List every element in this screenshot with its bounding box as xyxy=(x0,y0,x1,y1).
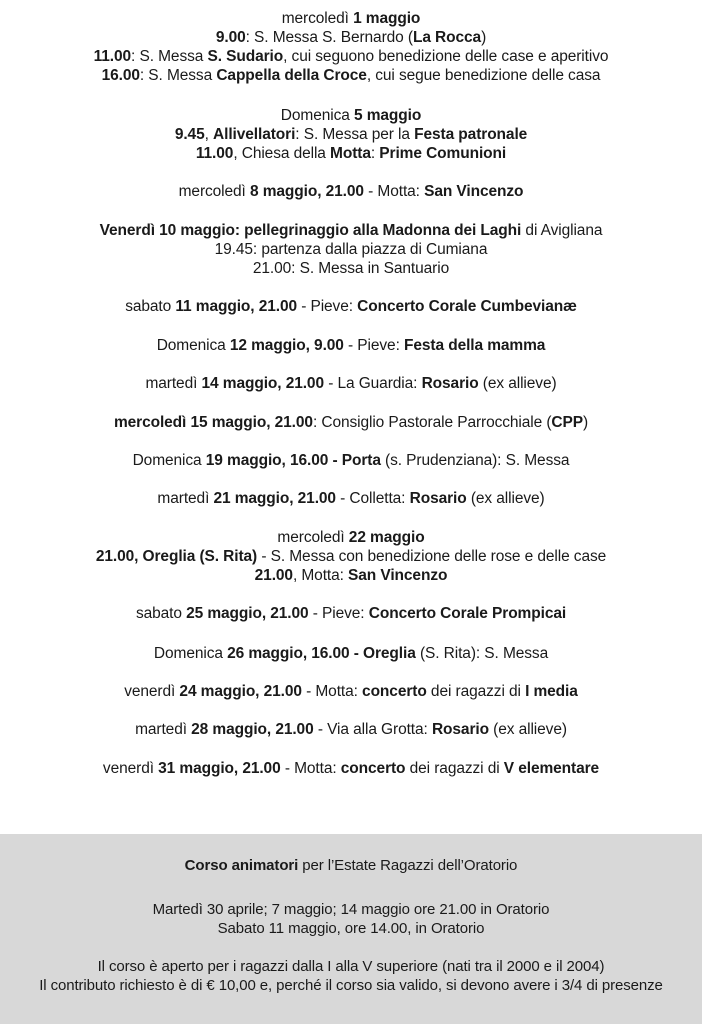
schedule-line xyxy=(0,682,702,701)
text: - Pieve: xyxy=(296,298,358,315)
bold-text: Venerdì 10 maggio: pellegrinaggio alla Madonna dei Laghi xyxy=(99,222,522,239)
course-date-line: Sabato 11 maggio, ore 14.00, in Oratorio xyxy=(217,920,485,937)
schedule-entry xyxy=(0,182,702,201)
bold-text: Motta xyxy=(330,145,371,162)
text: martedì xyxy=(135,721,192,738)
text: - Motta: xyxy=(301,683,363,700)
course-title-rest: per l’Estate Ragazzi dell’Oratorio xyxy=(298,857,518,874)
schedule-line xyxy=(0,66,702,85)
text: Domenica xyxy=(280,107,354,124)
text: venerdì xyxy=(124,683,180,700)
bold-text: 19 maggio, 16.00 - Porta xyxy=(205,452,381,469)
text: - Pieve: xyxy=(308,605,369,622)
text: (s. Prudenziana): S. Messa xyxy=(380,452,570,469)
schedule-line xyxy=(0,720,702,739)
schedule-line xyxy=(0,144,702,163)
schedule-line xyxy=(0,297,702,316)
schedule-line xyxy=(0,413,702,432)
bold-text: 12 maggio, 9.00 xyxy=(229,337,344,354)
text: dei ragazzi di xyxy=(426,683,526,700)
text: mercoledì xyxy=(281,10,354,27)
schedule-line xyxy=(0,9,702,28)
text: - Motta: xyxy=(363,183,425,200)
bold-text: concerto xyxy=(362,683,427,700)
schedule-line xyxy=(0,451,702,470)
bold-text: 1 maggio xyxy=(353,10,421,27)
schedule-entry xyxy=(0,682,702,701)
text: Domenica xyxy=(153,645,228,662)
bold-text: 21.00 xyxy=(254,567,293,584)
text: : S. Messa xyxy=(139,67,217,84)
bold-text: San Vincenzo xyxy=(348,567,448,584)
schedule-entry xyxy=(0,336,702,355)
course-title-bold: Corso animatori xyxy=(184,857,299,874)
course-box xyxy=(0,834,702,1024)
text: ) xyxy=(583,414,589,431)
bold-text: Concerto Corale Cumbevianæ xyxy=(357,298,577,315)
text: mercoledì xyxy=(277,529,349,546)
text: dei ragazzi di xyxy=(405,760,504,777)
bold-text: 24 maggio, 21.00 xyxy=(179,683,302,700)
schedule-line xyxy=(0,125,702,144)
bold-text: concerto xyxy=(340,760,406,777)
schedule-line xyxy=(0,566,702,585)
text: di Avigliana xyxy=(521,222,603,239)
schedule-line xyxy=(0,759,702,778)
text: , xyxy=(204,126,214,143)
schedule-line xyxy=(0,604,702,623)
course-dates xyxy=(0,900,702,938)
text: : S. Messa xyxy=(131,48,208,65)
text: Domenica xyxy=(156,337,230,354)
bold-text: Festa della mamma xyxy=(404,337,546,354)
schedule-line xyxy=(0,47,702,66)
bold-text: I media xyxy=(525,683,578,700)
bold-text: 9.00 xyxy=(215,29,246,46)
bold-text: San Vincenzo xyxy=(424,183,524,200)
schedule-entry xyxy=(0,9,702,85)
course-info-line: Il contributo richiesto è di € 10,00 e, perché il corso sia valido, si devono avere i 3/4 di presenze xyxy=(39,977,663,994)
schedule-line xyxy=(0,374,702,393)
schedule-entry xyxy=(0,106,702,163)
course-info-line: Il corso è aperto per i ragazzi dalla I alla V superiore (nati tra il 2000 e il 2004) xyxy=(97,958,605,975)
schedule-entry xyxy=(0,413,702,432)
text: sabato xyxy=(125,298,176,315)
text: - Motta: xyxy=(280,760,341,777)
bold-text: 11 maggio, 21.00 xyxy=(175,298,297,315)
text: ) xyxy=(481,29,487,46)
schedule-line xyxy=(0,644,702,663)
bold-text: 21.00, Oreglia (S. Rita) xyxy=(95,548,258,565)
bold-text: CPP xyxy=(551,414,583,431)
bold-text: Rosario xyxy=(409,490,467,507)
course-title xyxy=(0,856,702,875)
schedule-entry xyxy=(0,604,702,623)
schedule-entry xyxy=(0,374,702,393)
bold-text: Rosario xyxy=(421,375,479,392)
schedule-line xyxy=(0,528,702,547)
schedule-entry xyxy=(0,720,702,739)
text: : Consiglio Pastorale Parrocchiale ( xyxy=(312,414,552,431)
bold-text: 26 maggio, 16.00 - Oreglia xyxy=(227,645,416,662)
schedule-line xyxy=(0,336,702,355)
text: mercoledì xyxy=(178,183,250,200)
text: - La Guardia: xyxy=(323,375,422,392)
text: - S. Messa con benedizione delle rose e delle case xyxy=(257,548,607,565)
bold-text: 11.00 xyxy=(93,48,132,65)
bold-text: Prime Comunioni xyxy=(379,145,507,162)
bold-text: 11.00 xyxy=(195,145,234,162)
bold-text: La Rocca xyxy=(412,29,482,46)
text: 21.00: S. Messa in Santuario xyxy=(252,260,450,277)
bold-text: S. Sudario xyxy=(207,48,284,65)
text: (ex allieve) xyxy=(488,721,567,738)
text: martedì xyxy=(157,490,214,507)
text: , Motta: xyxy=(292,567,349,584)
bold-text: Rosario xyxy=(431,721,489,738)
bold-text: 31 maggio, 21.00 xyxy=(158,760,281,777)
schedule-line xyxy=(0,106,702,125)
text: sabato xyxy=(135,605,187,622)
text: : S. Messa per la xyxy=(295,126,415,143)
bold-text: 9.45 xyxy=(174,126,205,143)
text: martedì xyxy=(145,375,202,392)
text: 19.45: partenza dalla piazza di Cumiana xyxy=(214,241,488,258)
text: - Pieve: xyxy=(343,337,404,354)
schedule-entry xyxy=(0,644,702,663)
text: , Chiesa della xyxy=(233,145,331,162)
text: , cui segue benedizione delle casa xyxy=(366,67,601,84)
bold-text: 16.00 xyxy=(101,67,140,84)
schedule-line xyxy=(0,182,702,201)
schedule-line xyxy=(0,240,702,259)
bold-text: 25 maggio, 21.00 xyxy=(186,605,309,622)
bold-text: V elementare xyxy=(503,760,600,777)
text: venerdì xyxy=(102,760,159,777)
bold-text: 14 maggio, 21.00 xyxy=(201,375,324,392)
schedule-line xyxy=(0,28,702,47)
bold-text: 22 maggio xyxy=(348,529,425,546)
schedule-entry xyxy=(0,451,702,470)
text: - Via alla Grotta: xyxy=(313,721,432,738)
course-date-line: Martedì 30 aprile; 7 maggio; 14 maggio ore 21.00 in Oratorio xyxy=(152,901,550,918)
schedule-entry xyxy=(0,221,702,278)
bold-text: 21 maggio, 21.00 xyxy=(213,490,336,507)
text: : xyxy=(370,145,380,162)
bold-text: 8 maggio, 21.00 xyxy=(249,183,364,200)
text: (ex allieve) xyxy=(478,375,557,392)
text: : S. Messa S. Bernardo ( xyxy=(245,29,413,46)
course-info xyxy=(0,957,702,995)
bold-text: Allivellatori xyxy=(213,126,296,143)
bold-text: Concerto Corale Prompicai xyxy=(368,605,567,622)
schedule-line xyxy=(0,221,702,240)
bold-text: mercoledì 15 maggio, 21.00 xyxy=(113,414,313,431)
text: , cui seguono benedizione delle case e aperitivo xyxy=(283,48,609,65)
schedule-line xyxy=(0,489,702,508)
bold-text: 28 maggio, 21.00 xyxy=(191,721,314,738)
schedule-entry xyxy=(0,489,702,508)
text: Domenica xyxy=(132,452,206,469)
schedule-entry xyxy=(0,759,702,778)
bold-text: Festa patronale xyxy=(414,126,528,143)
schedule-entry xyxy=(0,297,702,316)
text: (ex allieve) xyxy=(466,490,545,507)
schedule-line xyxy=(0,547,702,566)
text: (S. Rita): S. Messa xyxy=(415,645,549,662)
text: - Colletta: xyxy=(335,490,410,507)
bold-text: 5 maggio xyxy=(353,107,422,124)
schedule-entry xyxy=(0,528,702,585)
bold-text: Cappella della Croce xyxy=(216,67,367,84)
schedule-line xyxy=(0,259,702,278)
